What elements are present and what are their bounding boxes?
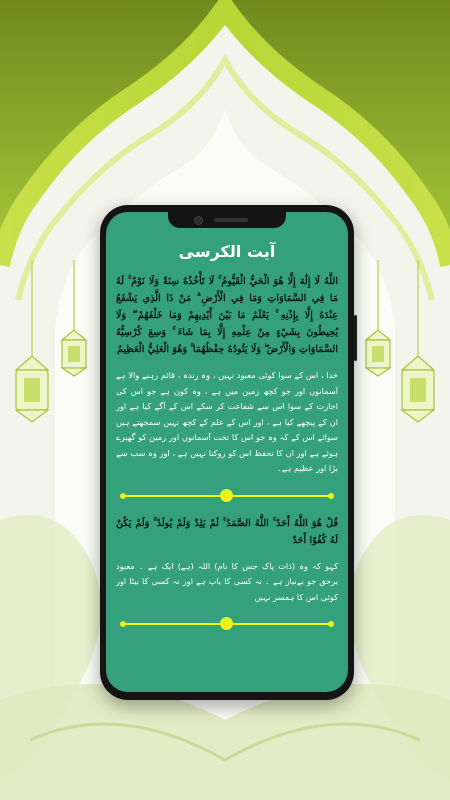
phone-frame — [100, 205, 354, 700]
ayat-kursi-arabic-text: اللَّهُ لَا إِلَٰهَ إِلَّا هُوَ الْحَيُّ الْقَيُّومُ ۚ لَا تَأْخُذُهُ سِنَةٌ وَلَا نَوْمٌ ۚ لَهُ مَا فِي السَّمَاوَاتِ وَمَا فِي الْأَرْضِ ۗ مَنْ ذَا الَّذِي يَشْفَعُ عِنْدَهُ إِلَّا بِإِذْنِهِ ۚ يَعْلَمُ مَا بَيْنَ أَيْدِيهِمْ وَمَا خَلْفَهُمْ ۖ وَلَا يُحِيطُونَ بِشَيْءٍ مِنْ عِلْمِهِ إِلَّا بِمَا شَاءَ ۚ وَسِعَ كُرْسِيُّهُ السَّمَاوَاتِ وَالْأَرْضَ ۖ وَلَا يَئُودُهُ حِفْظُهُمَا ۚ وَهُوَ الْعَلِيُّ الْعَظِيمُ — [116, 276, 338, 355]
section-divider — [120, 489, 334, 503]
phone-side-button — [354, 315, 357, 361]
ikhlas-arabic-text: قُلْ هُوَ اللَّهُ أَحَدٌ ۚ اللَّهُ الصَّمَدُ ۚ لَمْ يَلِدْ وَلَمْ يُولَدْ ۚ وَلَمْ يَكُنْ لَهُ كُفُوًا أَحَدٌ — [116, 517, 338, 546]
ayat-kursi-urdu-translation: خدا ، اس کے سوا کوئی معبود نہیں ، وہ زندہ ، قائم رہنے والا ہے آسمانوں اور جو کچھ زمین میں ہے ، وہ کون ہے جو اس کی اجازت کے سوا اس سے شفاعت کر سکے اس کے آگے کیا ہے اور ان کے پیچھے کیا ہے ، اور اس کے علم کے کچھ نہیں سمجھتے ہیں سوائے اس کے کہ وہ جو اس کا تخت آسمانوں اور زمین کو گھیرے ہوئے ہے اور ان کا تحفظ اس کو روکتا نہیں ہے ، اور وہ سب سے بڑا اور عظیم ہے۔ — [116, 370, 338, 473]
page-title: آیت الکرسی — [178, 242, 276, 261]
divider-dot-center — [220, 617, 233, 630]
front-camera-icon — [194, 216, 203, 225]
app-screen — [106, 212, 348, 692]
scroll-content[interactable] — [106, 236, 348, 692]
section-divider — [120, 617, 334, 631]
divider-dot-left — [120, 493, 126, 499]
lantern-left-icon — [4, 260, 94, 430]
phone-notch — [168, 212, 286, 228]
lantern-right-icon — [356, 260, 450, 430]
speaker-grille — [214, 218, 248, 222]
divider-dot-right — [328, 621, 334, 627]
divider-dot-right — [328, 493, 334, 499]
divider-dot-left — [120, 621, 126, 627]
ikhlas-urdu-translation: کہو کہ وہ (ذات پاک جس کا نام) اللہ (ہے) ایک ہے ۔ معبود برحق جو بےنیاز ہے ۔ نہ کسی کا باپ ہے اور نہ کسی کا بیٹا اور کوئی اس کا ہمسر نہیں — [116, 560, 338, 602]
divider-dot-center — [220, 489, 233, 502]
